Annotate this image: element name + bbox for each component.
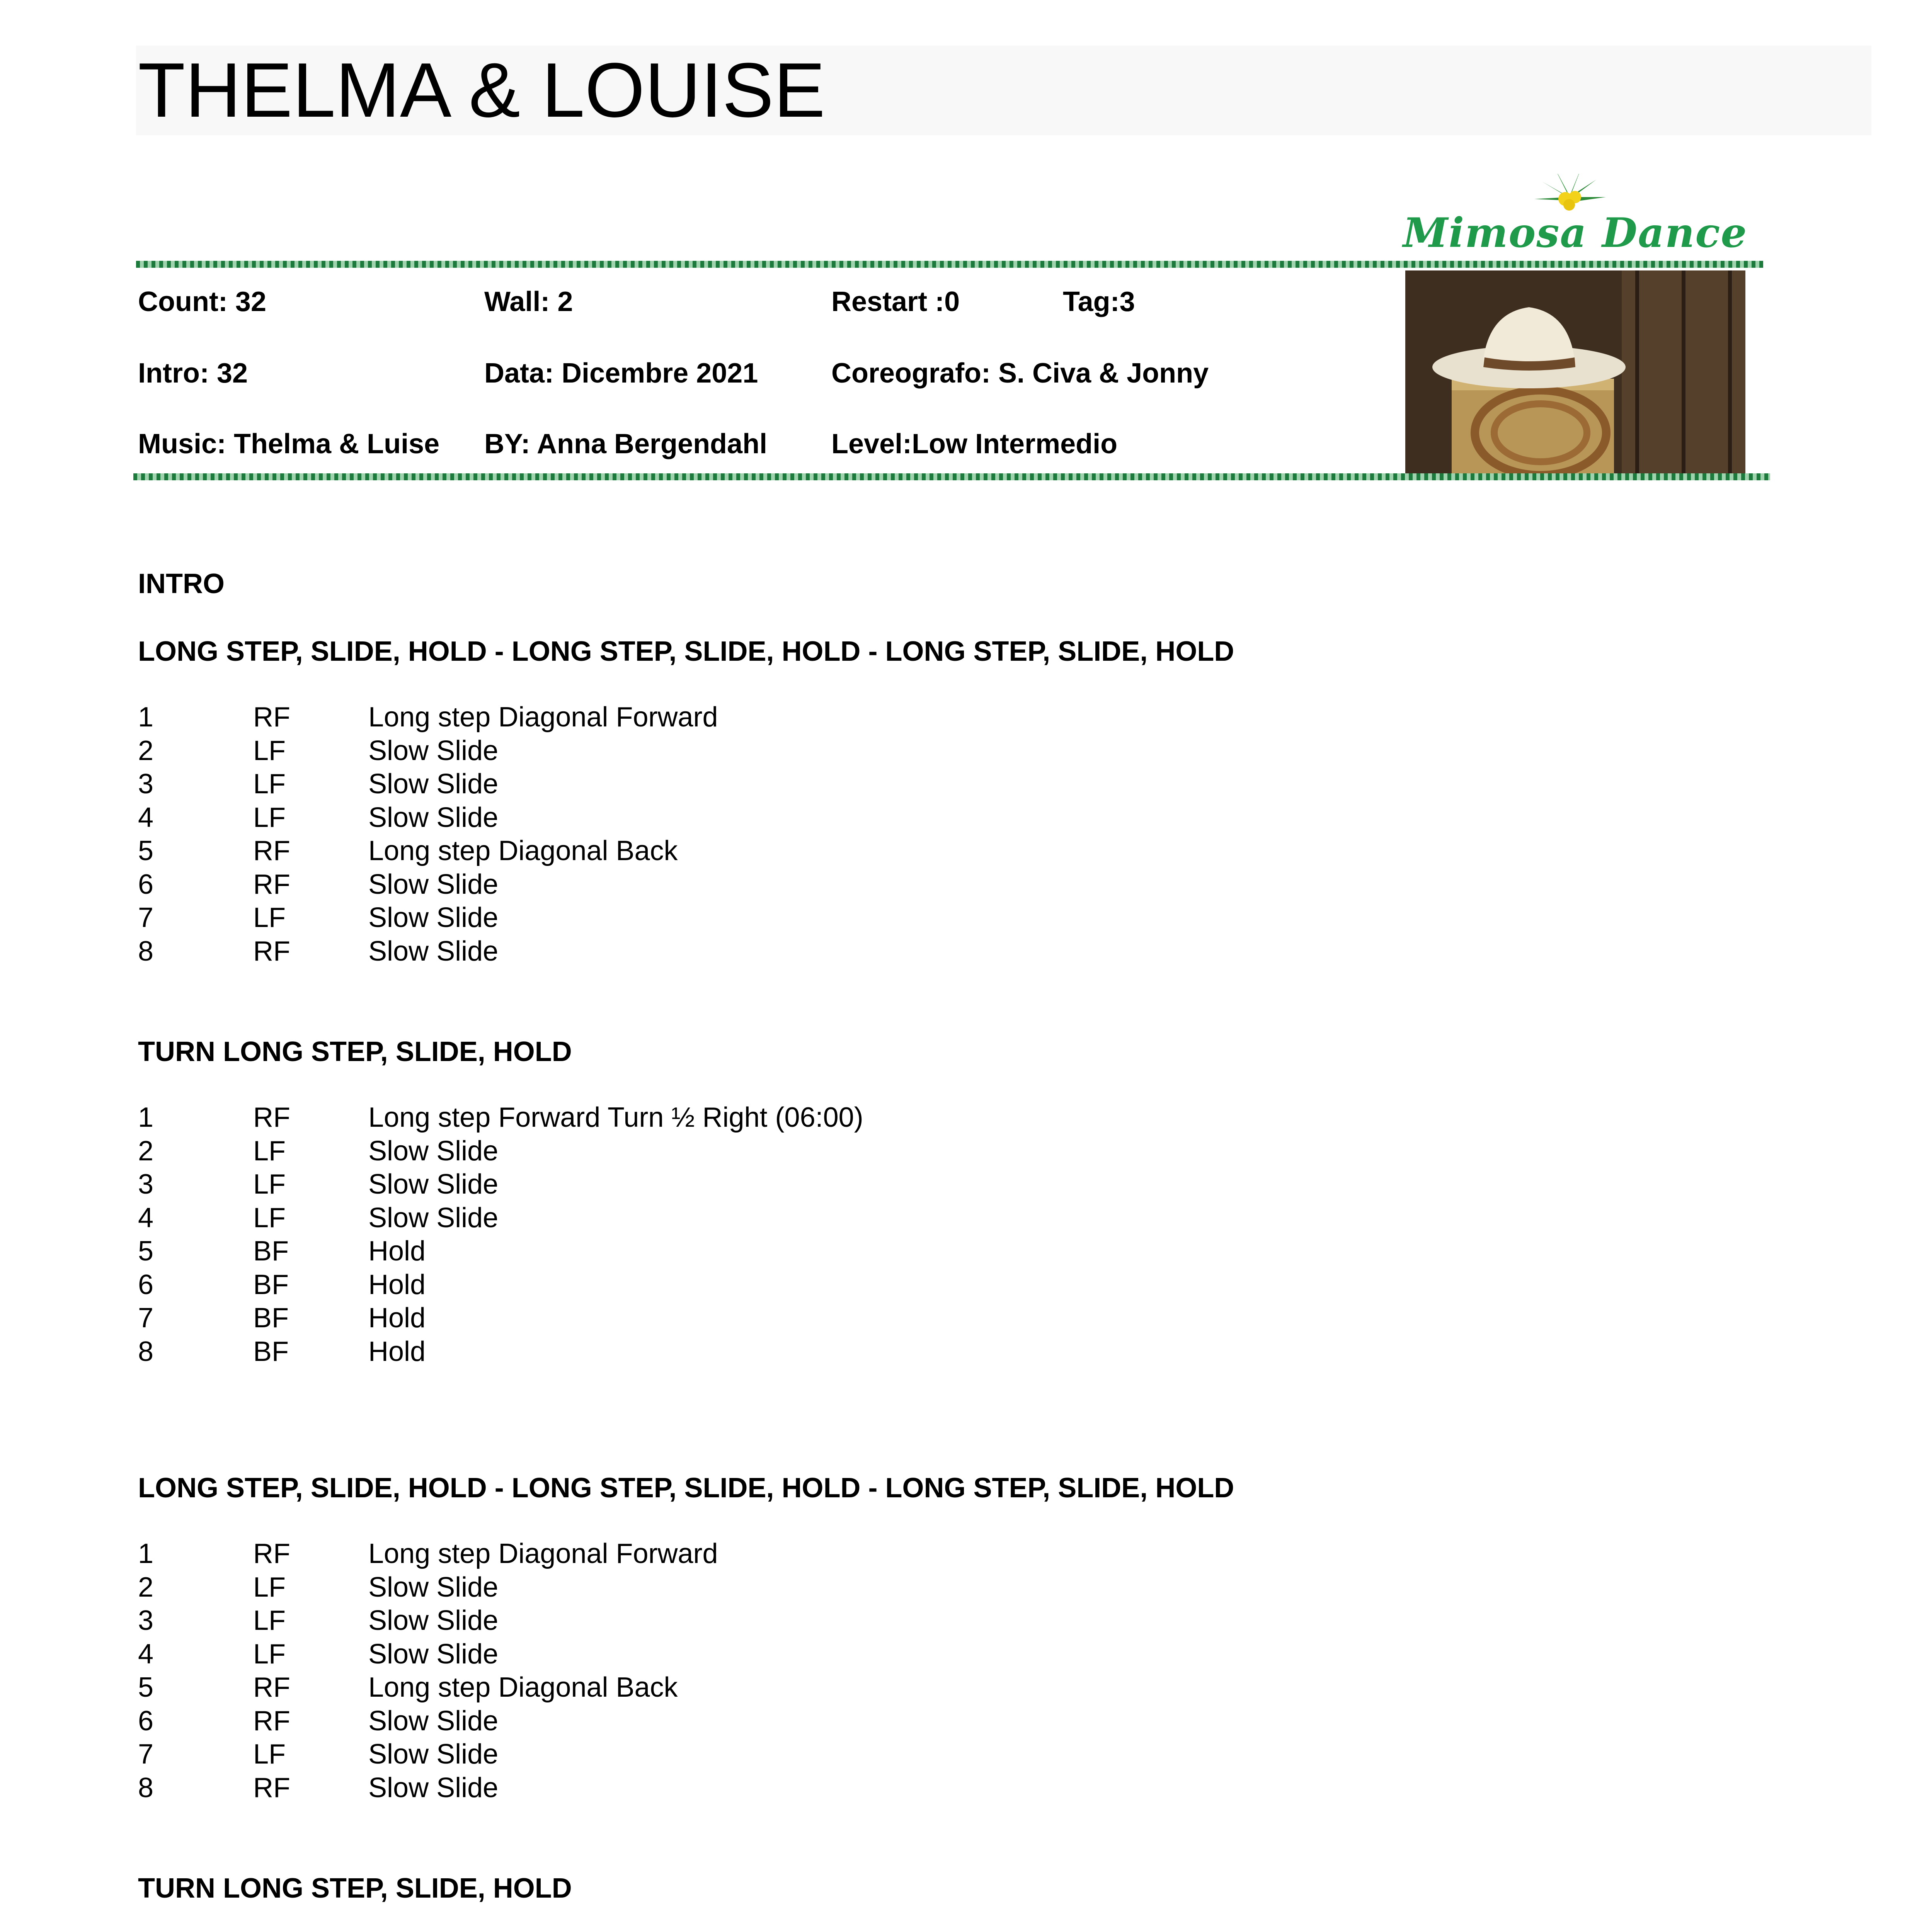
step-foot: BF xyxy=(253,1269,289,1300)
step-foot: LF xyxy=(253,769,286,799)
step-description: Long step Diagonal Back xyxy=(368,1672,678,1703)
step-count: 1 xyxy=(138,1102,154,1133)
tag-info: Tag:3 xyxy=(1063,286,1135,317)
step-foot: LF xyxy=(253,1571,286,1603)
step-description: Slow Slide xyxy=(368,1638,499,1670)
step-foot: RF xyxy=(253,702,290,733)
step-description: Slow Slide xyxy=(368,1705,499,1736)
step-count: 2 xyxy=(138,1571,154,1603)
intro-info: Intro: 32 xyxy=(138,358,248,389)
step-count: 8 xyxy=(138,1772,154,1803)
music-info: Music: Thelma & Luise xyxy=(138,429,440,459)
step-foot: RF xyxy=(253,1672,290,1703)
cowboy-hat-photo xyxy=(1405,270,1745,474)
step-description: Slow Slide xyxy=(368,769,499,799)
step-count: 6 xyxy=(138,1705,154,1736)
section-heading: TURN LONG STEP, SLIDE, HOLD xyxy=(138,1873,572,1904)
step-description: Slow Slide xyxy=(368,802,499,833)
bottom-divider xyxy=(133,473,1770,480)
step-foot: LF xyxy=(253,1202,286,1233)
step-description: Slow Slide xyxy=(368,1135,499,1167)
step-foot: BF xyxy=(253,1336,289,1367)
step-foot: LF xyxy=(253,802,286,833)
step-count: 8 xyxy=(138,1336,154,1367)
level-info: Level:Low Intermedio xyxy=(831,429,1118,459)
top-divider xyxy=(136,261,1763,268)
step-description: Long step Diagonal Forward xyxy=(368,1538,718,1569)
mimosa-dance-logo xyxy=(1403,174,1748,259)
step-description: Hold xyxy=(368,1303,426,1333)
step-foot: RF xyxy=(253,935,290,967)
section-heading: LONG STEP, SLIDE, HOLD - LONG STEP, SLIDE, HOLD - LONG STEP, SLIDE, HOLD xyxy=(138,636,1234,667)
step-description: Long step Forward Turn ½ Right (06:00) xyxy=(368,1102,863,1133)
step-foot: LF xyxy=(253,1169,286,1200)
logo-text: Mimosa Dance xyxy=(1403,209,1748,257)
step-count: 2 xyxy=(138,1135,154,1167)
page-title: THELMA & LOUISE xyxy=(138,47,826,133)
step-description: Slow Slide xyxy=(368,1202,499,1233)
step-foot: LF xyxy=(253,1135,286,1167)
step-count: 4 xyxy=(138,1638,154,1670)
date-info: Data: Dicembre 2021 xyxy=(484,358,758,389)
step-description: Slow Slide xyxy=(368,1739,499,1770)
step-count: 1 xyxy=(138,702,154,733)
step-foot: BF xyxy=(253,1236,289,1267)
step-description: Long step Diagonal Forward xyxy=(368,702,718,733)
intro-heading: INTRO xyxy=(138,568,225,599)
step-description: Hold xyxy=(368,1236,426,1267)
step-foot: RF xyxy=(253,1102,290,1133)
step-count: 7 xyxy=(138,1739,154,1770)
step-description: Slow Slide xyxy=(368,735,499,766)
step-count: 5 xyxy=(138,835,154,866)
step-description: Slow Slide xyxy=(368,902,499,933)
section-heading: TURN LONG STEP, SLIDE, HOLD xyxy=(138,1036,572,1067)
step-foot: LF xyxy=(253,1638,286,1670)
restart-info: Restart :0 xyxy=(831,286,960,317)
step-description: Long step Diagonal Back xyxy=(368,835,678,866)
step-description: Slow Slide xyxy=(368,935,499,967)
step-foot: RF xyxy=(253,1772,290,1803)
step-count: 2 xyxy=(138,735,154,766)
step-count: 3 xyxy=(138,1605,154,1636)
step-foot: RF xyxy=(253,869,290,900)
step-foot: RF xyxy=(253,1705,290,1736)
step-foot: LF xyxy=(253,902,286,933)
choreographer-info: Coreografo: S. Civa & Jonny xyxy=(831,358,1209,389)
step-foot: BF xyxy=(253,1303,289,1333)
step-foot: LF xyxy=(253,1605,286,1636)
wall-info: Wall: 2 xyxy=(484,286,573,317)
step-description: Hold xyxy=(368,1269,426,1300)
step-description: Slow Slide xyxy=(368,1169,499,1200)
step-count: 3 xyxy=(138,769,154,799)
step-description: Slow Slide xyxy=(368,869,499,900)
step-description: Slow Slide xyxy=(368,1605,499,1636)
step-count: 1 xyxy=(138,1538,154,1569)
step-foot: LF xyxy=(253,735,286,766)
step-count: 7 xyxy=(138,1303,154,1333)
count-info: Count: 32 xyxy=(138,286,266,317)
step-count: 8 xyxy=(138,935,154,967)
step-count: 6 xyxy=(138,1269,154,1300)
step-count: 3 xyxy=(138,1169,154,1200)
step-count: 7 xyxy=(138,902,154,933)
step-foot: LF xyxy=(253,1739,286,1770)
step-description: Slow Slide xyxy=(368,1772,499,1803)
step-count: 5 xyxy=(138,1236,154,1267)
step-count: 4 xyxy=(138,1202,154,1233)
step-count: 6 xyxy=(138,869,154,900)
step-foot: RF xyxy=(253,835,290,866)
step-count: 5 xyxy=(138,1672,154,1703)
by-info: BY: Anna Bergendahl xyxy=(484,429,768,459)
step-foot: RF xyxy=(253,1538,290,1569)
step-description: Slow Slide xyxy=(368,1571,499,1603)
cowboy-hat-icon xyxy=(1405,270,1745,474)
step-description: Hold xyxy=(368,1336,426,1367)
step-count: 4 xyxy=(138,802,154,833)
section-heading: LONG STEP, SLIDE, HOLD - LONG STEP, SLIDE, HOLD - LONG STEP, SLIDE, HOLD xyxy=(138,1473,1234,1503)
